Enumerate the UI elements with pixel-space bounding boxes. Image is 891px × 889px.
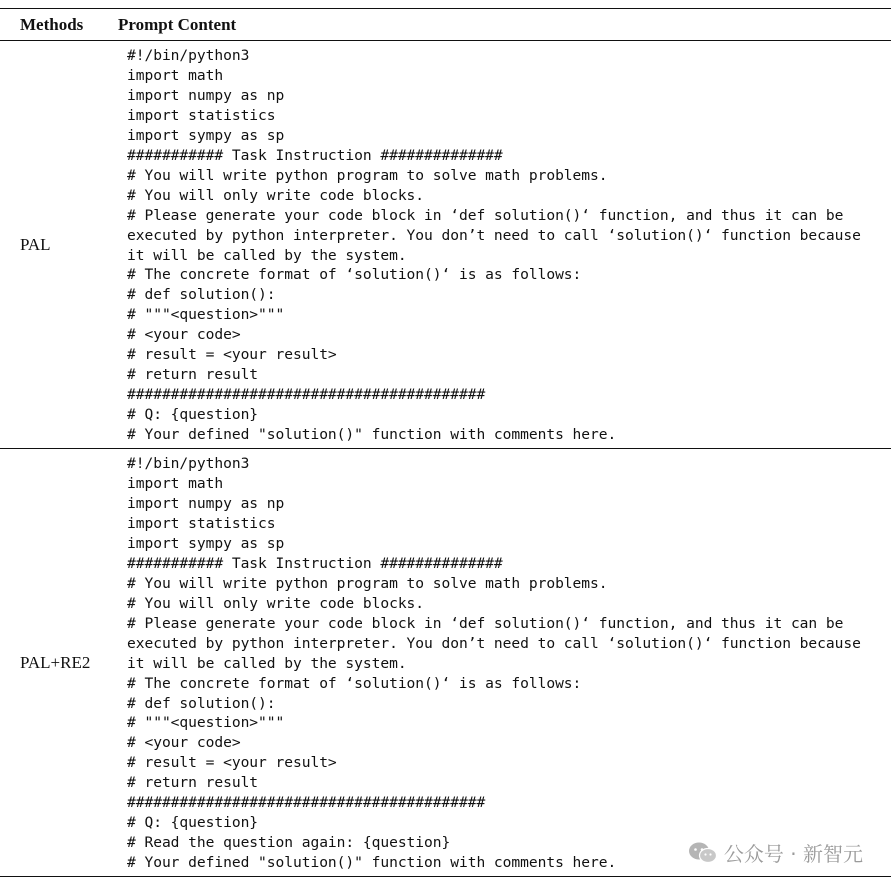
header-row [0,9,891,40]
prompt-code-block: #!/bin/python3 import math import numpy as np import statistics import sympy as sp ########### Task Instruction ############## # You will write python program to solve math problems. # You will only write code blocks. # Please generate your code block in ‘def solution()‘ function, and thus it can be executed by python interpreter. You don’t need to call ‘solution()‘ function because it will be called by the system. # The concrete format of ‘solution()‘ is as follows: # def solution(): # """<question>""" # <your code> # result = <your result> # return result ######################################### # Q: {question} # Your defined "solution()" function with comments here. [127,47,861,444]
header-prompt-content: Prompt Content [118,14,237,34]
method-name: PAL [20,234,51,254]
table-row [0,41,891,448]
wechat-icon [688,841,718,865]
prompt-table [0,8,891,877]
table-row [0,449,891,876]
prompt-code-block: #!/bin/python3 import math import numpy as np import statistics import sympy as sp ########### Task Instruction ############## # You will write python program to solve math problems. # You will only write code blocks. # Please generate your code block in ‘def solution()‘ function, and thus it can be executed by python interpreter. You don’t need to call ‘solution()‘ function because it will be called by the system. # The concrete format of ‘solution()‘ is as follows: # def solution(): # """<question>""" # <your code> # result = <your result> # return result ######################################### # Q: {question} # Read the question again: {question} # Your defined "solution()" function with comments here. [127,455,861,872]
bottom-rule [0,876,891,877]
method-name: PAL+RE2 [20,652,91,672]
watermark [688,838,863,867]
watermark-text: 公众号 · 新智元 [723,842,863,866]
header-methods: Methods [20,14,84,34]
